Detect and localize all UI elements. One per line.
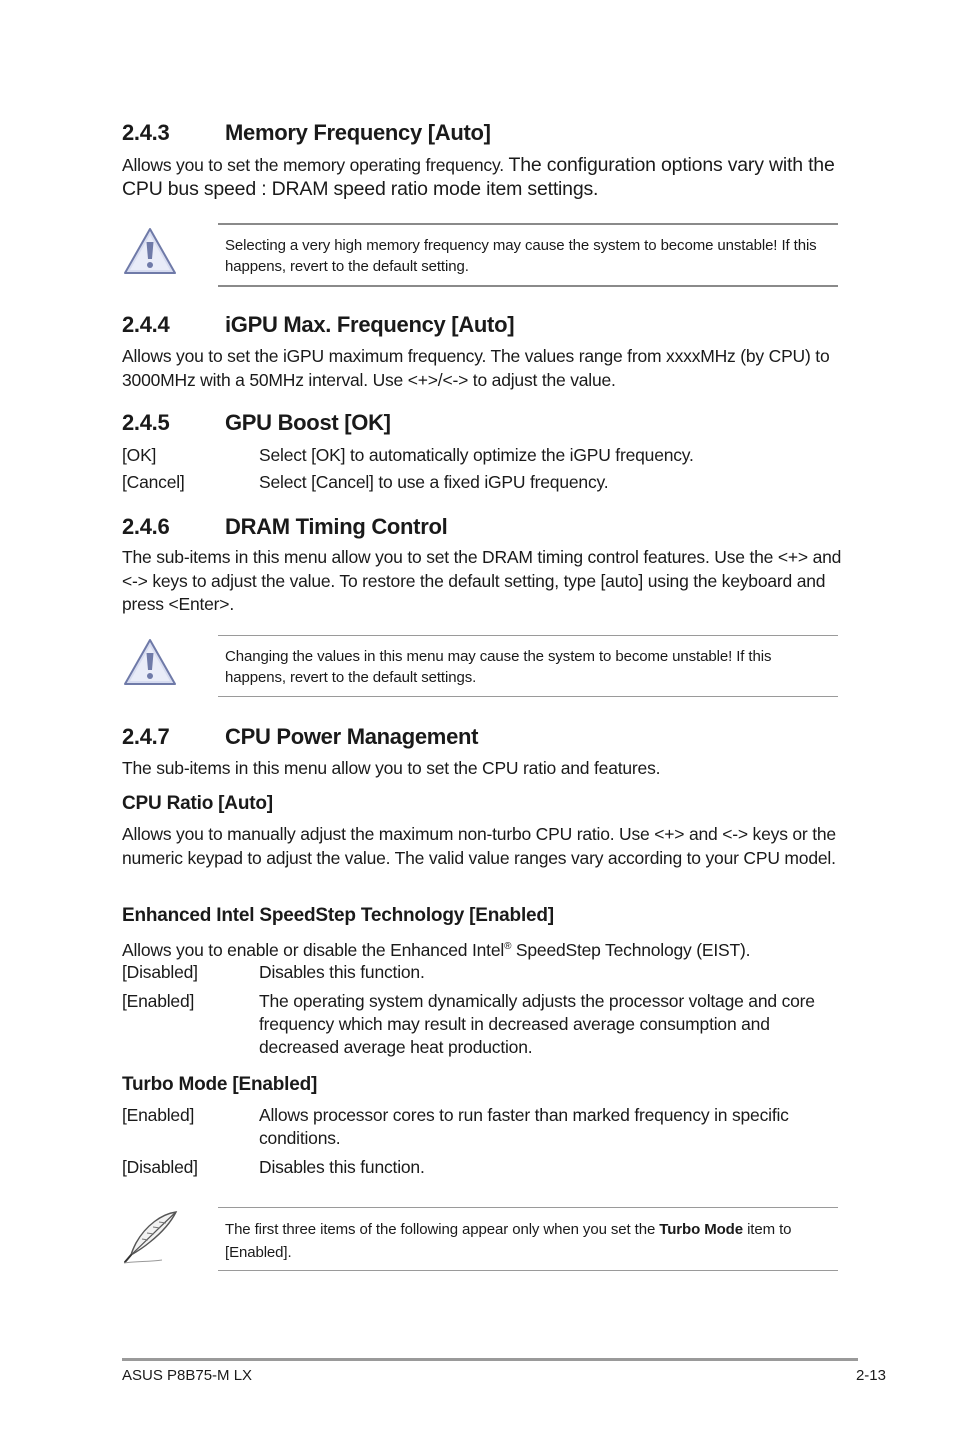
warning-note-dram: [218, 635, 838, 697]
section-description: The sub-items in this menu allow you to set the DRAM timing control features. Use the <+> and <-> keys to adjust the value. To restore the default setting, type [auto] using the keyboard and press <Enter>.: [122, 547, 842, 614]
option-key: [Cancel]: [122, 472, 185, 492]
section-title: CPU Power Management: [225, 724, 479, 749]
footer-product-name: ASUS P8B75-M LX: [122, 1367, 253, 1384]
section-title: GPU Boost [OK]: [225, 410, 391, 435]
subheading-turbo-mode: Turbo Mode [Enabled]: [122, 1074, 318, 1095]
section-number: 2.4.3: [122, 120, 170, 145]
subheading-eist: Enhanced Intel SpeedStep Technology [Enabled]: [122, 905, 554, 926]
section-number: 2.4.7: [122, 724, 170, 749]
warning-triangle-icon: [122, 226, 178, 276]
option-key: [OK]: [122, 445, 157, 465]
subheading-cpu-ratio: CPU Ratio [Auto]: [122, 793, 273, 814]
warning-text: Selecting a very high memory frequency may cause the system to become unstable! If this happens, revert to the default setting.: [225, 237, 817, 275]
option-key: [Disabled]: [122, 962, 198, 982]
section-number: 2.4.5: [122, 410, 170, 435]
section-title: DRAM Timing Control: [225, 514, 448, 539]
footer-rule: [122, 1358, 858, 1361]
section-title: Memory Frequency [Auto]: [225, 120, 491, 145]
section-description: Allows you to set the iGPU maximum frequency. The values range from xxxxMHz (by CPU) to 3000MHz with a 50MHz interval. Use <+>/<-> to adjust the value.: [122, 346, 830, 390]
footer-page-number: 2-13: [855, 1367, 886, 1384]
description-large: The configuration options vary with the CPU bus speed : DRAM speed ratio mode item settings.: [122, 154, 835, 200]
section-number: 2.4.6: [122, 514, 170, 539]
eist-description: [122, 935, 842, 962]
option-value: The operating system dynamically adjusts the processor voltage and core frequency which may result in decreased average consumption and decreased average heat production.: [259, 991, 815, 1057]
eist-desc-post: SpeedStep Technology (EIST).: [511, 939, 751, 960]
option-key: [Enabled]: [122, 991, 195, 1011]
option-value: Disables this function.: [259, 1157, 425, 1177]
option-key: [Disabled]: [122, 1157, 198, 1177]
warning-text: Changing the values in this menu may cause the system to become unstable! If this happens, revert to the default settings.: [225, 648, 772, 686]
option-value: Select [Cancel] to use a fixed iGPU frequency.: [259, 472, 609, 492]
section-description: [122, 154, 842, 201]
option-value: Disables this function.: [259, 962, 425, 982]
description-small: Allows you to set the memory operating frequency.: [122, 155, 504, 175]
cpu-ratio-description: Allows you to manually adjust the maximum non-turbo CPU ratio. Use <+> and <-> keys or the numeric keypad to adjust the value. The valid value ranges vary according to your CPU model.: [122, 824, 836, 868]
feather-pen-icon: [122, 1209, 180, 1265]
note-text-bold: Turbo Mode: [659, 1221, 743, 1238]
option-value: Allows processor cores to run faster than marked frequency in specific conditions.: [259, 1105, 789, 1148]
section-number: 2.4.4: [122, 312, 170, 337]
option-value: Select [OK] to automatically optimize the iGPU frequency.: [259, 445, 694, 465]
note-text: [225, 1218, 834, 1264]
warning-triangle-icon: [122, 637, 178, 687]
registered-mark: ®: [504, 941, 512, 952]
note-text-post: item to [Enabled].: [225, 1221, 792, 1261]
section-description: The sub-items in this menu allow you to set the CPU ratio and features.: [122, 758, 661, 778]
option-key: [Enabled]: [122, 1105, 195, 1125]
info-note-turbo: [218, 1207, 838, 1271]
section-title: iGPU Max. Frequency [Auto]: [225, 312, 515, 337]
warning-note-memory: [218, 223, 838, 287]
note-text-pre: The first three items of the following appear only when you set the: [225, 1221, 660, 1238]
eist-desc-pre: Allows you to enable or disable the Enhanced Intel: [122, 939, 505, 960]
